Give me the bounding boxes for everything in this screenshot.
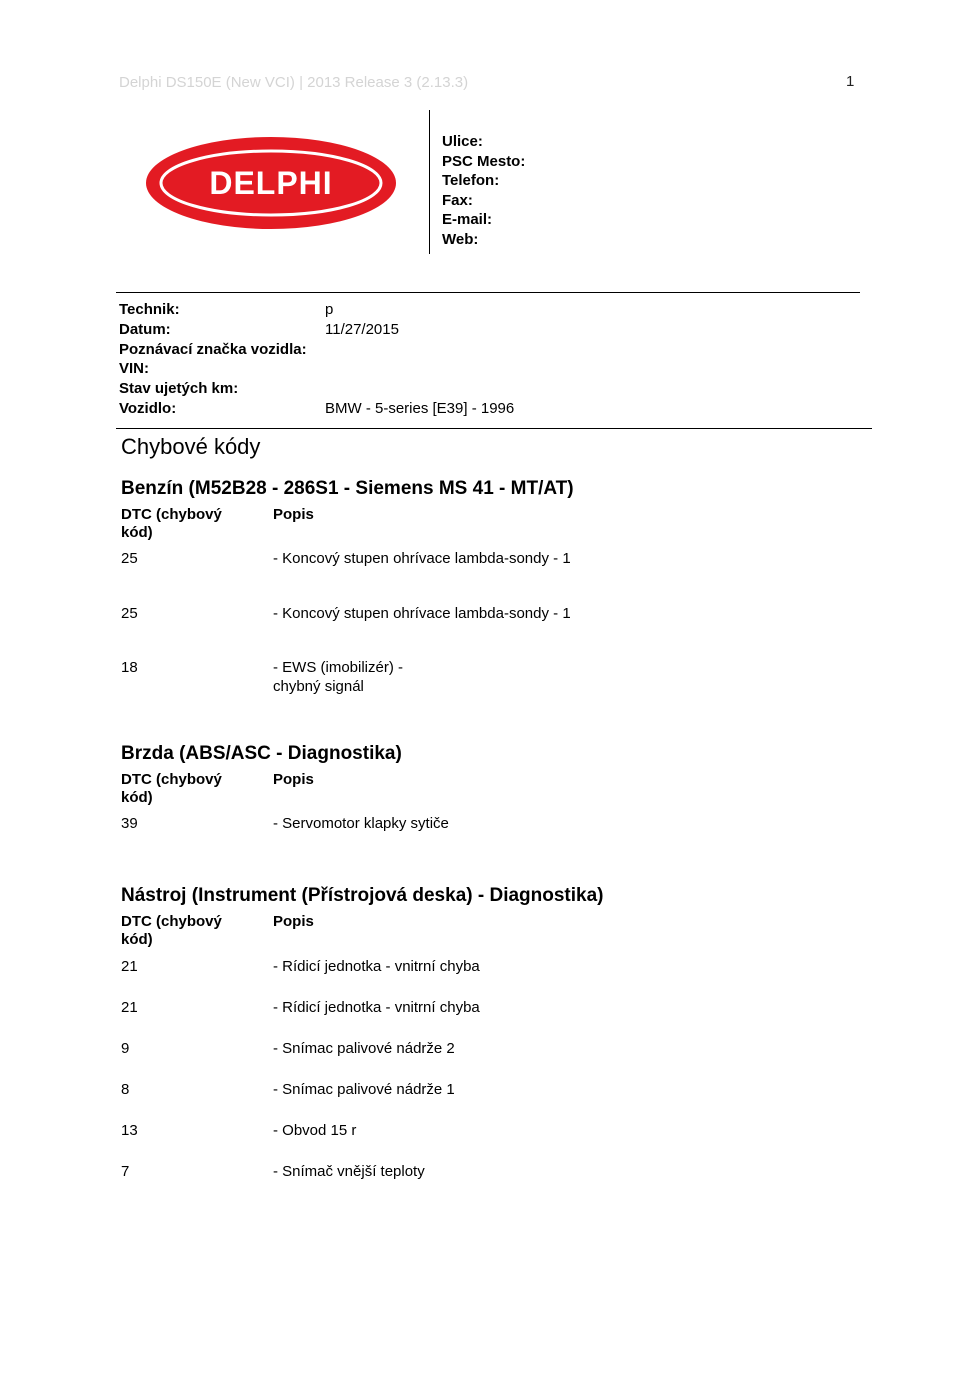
dtc-description: - Koncový stupen ohrívace lambda-sondy - 1 xyxy=(273,605,571,622)
contact-block xyxy=(442,132,525,250)
dtc-code: 39 xyxy=(121,815,138,832)
table-row xyxy=(121,1039,821,1080)
dtc-code: 25 xyxy=(121,550,138,567)
divider-top xyxy=(116,292,860,293)
contact-fax-label: Fax: xyxy=(442,191,473,209)
column-header-code: DTC (chybový kód) xyxy=(121,771,222,806)
table-row xyxy=(121,1162,821,1184)
dtc-description: - Snímac palivové nádrže 1 xyxy=(273,1081,455,1098)
section-title: Brzda (ABS/ASC - Diagnostika) xyxy=(121,743,402,764)
table-header xyxy=(121,771,821,811)
dtc-description: - Snímač vnější teploty xyxy=(273,1163,425,1180)
contact-web-label: Web: xyxy=(442,230,479,248)
table-row xyxy=(121,1121,821,1162)
dtc-description: - Servomotor klapky sytiče xyxy=(273,815,449,832)
document-header-title: Delphi DS150E (New VCI) | 2013 Release 3 (2.13.3) xyxy=(119,74,469,91)
dtc-description: - Koncový stupen ohrívace lambda-sondy - 1 xyxy=(273,550,571,567)
contact-phone-label: Telefon: xyxy=(442,172,500,190)
logo-text: DELPHI xyxy=(209,165,333,201)
info-label: Technik: xyxy=(119,301,180,318)
info-row-mileage xyxy=(119,380,719,400)
divider-bottom xyxy=(116,428,872,429)
dtc-description: - EWS (imobilizér) - chybný signál xyxy=(273,659,403,695)
contact-street-label: Ulice: xyxy=(442,133,483,150)
dtc-description: - Rídicí jednotka - vnitrní chyba xyxy=(273,999,480,1016)
table-header xyxy=(121,913,821,953)
info-row-date xyxy=(119,321,719,341)
dtc-code: 21 xyxy=(121,999,138,1016)
dtc-description: - Obvod 15 r xyxy=(273,1122,357,1139)
info-row-plate xyxy=(119,341,719,361)
section-title: Nástroj (Instrument (Přístrojová deska) - Diagnostika) xyxy=(121,885,604,906)
dtc-description: - Rídicí jednotka - vnitrní chyba xyxy=(273,958,480,975)
table-row xyxy=(121,1080,821,1121)
table-row xyxy=(121,814,821,836)
section-brake xyxy=(121,740,821,836)
info-label: Datum: xyxy=(119,320,171,338)
column-header-code: DTC (chybový kód) xyxy=(121,506,222,541)
section-title: Benzín (M52B28 - 286S1 - Siemens MS 41 - MT/AT) xyxy=(121,478,574,499)
info-row-vehicle xyxy=(119,400,719,420)
info-value: p xyxy=(325,301,334,318)
info-row-technician xyxy=(119,301,719,321)
info-label: VIN: xyxy=(119,360,149,378)
column-header-code: DTC (chybový kód) xyxy=(121,913,222,948)
dtc-code: 21 xyxy=(121,958,138,975)
contact-city-label: PSC Mesto: xyxy=(442,152,526,170)
section-petrol xyxy=(121,475,821,698)
info-value: BMW - 5-series [E39] - 1996 xyxy=(325,399,515,417)
dtc-code: 9 xyxy=(121,1040,130,1057)
dtc-code: 8 xyxy=(121,1081,130,1098)
section-instrument xyxy=(121,882,821,1184)
table-row xyxy=(121,604,821,658)
table-row xyxy=(121,957,821,998)
column-header-desc: Popis xyxy=(273,506,314,523)
header-divider xyxy=(429,110,430,254)
column-header-desc: Popis xyxy=(273,771,314,788)
dtc-code: 25 xyxy=(121,605,138,622)
table-header xyxy=(121,506,821,546)
dtc-description: - Snímac palivové nádrže 2 xyxy=(273,1040,455,1057)
contact-email-label: E-mail: xyxy=(442,211,493,229)
table-row xyxy=(121,658,821,698)
dtc-code: 18 xyxy=(121,659,138,676)
info-row-vin xyxy=(119,360,719,380)
table-row xyxy=(121,549,821,604)
info-label: Poznávací značka vozidla: xyxy=(119,340,307,358)
info-label: Vozidlo: xyxy=(119,399,177,417)
page-number: 1 xyxy=(846,73,855,90)
delphi-logo xyxy=(145,136,397,230)
dtc-code: 13 xyxy=(121,1122,138,1139)
page-title: Chybové kódy xyxy=(121,434,261,459)
dtc-code: 7 xyxy=(121,1163,130,1180)
column-header-desc: Popis xyxy=(273,913,314,930)
info-label: Stav ujetých km: xyxy=(119,380,239,398)
table-row xyxy=(121,998,821,1039)
vehicle-info xyxy=(119,301,719,420)
info-value: 11/27/2015 xyxy=(325,320,399,338)
